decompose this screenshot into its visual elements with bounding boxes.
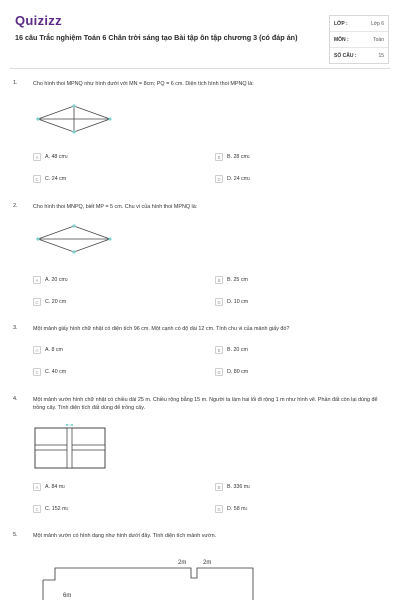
garden-shape-figure bbox=[33, 550, 273, 600]
quizizz-logo: Quizizz bbox=[15, 13, 62, 28]
question-3 bbox=[13, 325, 388, 385]
meta-row-subject bbox=[330, 32, 388, 48]
option-letter: B bbox=[215, 483, 223, 491]
question-text: Cho hình thoi MPNQ như hình dưới với MN = 8cm; PQ = 6 cm. Diện tích hình thoi MPNQ là: bbox=[33, 81, 254, 87]
option-text: C. 152 m bbox=[45, 506, 67, 512]
header-divider bbox=[10, 68, 390, 69]
option-d[interactable] bbox=[215, 298, 248, 306]
option-letter: C bbox=[33, 505, 41, 513]
option-text: D. 10 cm bbox=[227, 299, 249, 305]
option-c[interactable] bbox=[33, 298, 66, 306]
question-5 bbox=[13, 532, 388, 600]
option-letter: A bbox=[33, 483, 41, 491]
question-number: 3. bbox=[13, 325, 18, 331]
option-text: B. 25 cm bbox=[227, 277, 248, 283]
option-sup: 2 bbox=[247, 155, 250, 159]
option-a[interactable] bbox=[33, 346, 63, 354]
option-sup: 2 bbox=[66, 507, 69, 511]
page-title: 16 câu Trắc nghiệm Toán 6 Chân trời sáng tạo Bài tập ôn tập chương 3 (có đáp án) bbox=[15, 33, 298, 42]
meta-row-class bbox=[330, 16, 388, 32]
question-number: 2. bbox=[13, 203, 18, 209]
option-sup: 2 bbox=[65, 278, 68, 282]
meta-info-box bbox=[329, 15, 389, 64]
option-text: A. 8 cm bbox=[45, 347, 63, 353]
option-letter: A bbox=[33, 153, 41, 161]
option-sup: 2 bbox=[248, 177, 251, 181]
option-d[interactable] bbox=[215, 175, 250, 183]
garden-paths-figure bbox=[33, 420, 109, 472]
dim-label-2m-b: 2m bbox=[203, 560, 212, 566]
option-d[interactable] bbox=[215, 505, 248, 513]
meta-label: SỐ CÂU : bbox=[334, 52, 357, 59]
question-number: 4. bbox=[13, 396, 18, 402]
option-sup: 2 bbox=[65, 155, 68, 159]
option-text: C. 24 cm bbox=[45, 176, 67, 182]
question-text: Một mảnh giấy hình chữ nhật có diện tích 96 cm. Một cạnh có độ dài 12 cm. Tính chu vi của mảnh giấy đó? bbox=[33, 326, 290, 332]
question-2 bbox=[13, 203, 388, 313]
option-text: B. 28 cm bbox=[227, 154, 248, 160]
option-text: C. 20 cm bbox=[45, 299, 67, 305]
option-letter: B bbox=[215, 153, 223, 161]
question-number: 5. bbox=[13, 532, 18, 538]
meta-value: Lớp 6 bbox=[370, 20, 384, 27]
question-1 bbox=[13, 80, 388, 190]
option-a[interactable] bbox=[33, 483, 65, 491]
option-text: D. 58 m bbox=[227, 506, 246, 512]
meta-row-count bbox=[330, 48, 388, 63]
rhombus-figure bbox=[33, 102, 115, 136]
option-text: A. 20 cm bbox=[45, 277, 66, 283]
option-letter: C bbox=[33, 175, 41, 183]
option-letter: C bbox=[33, 368, 41, 376]
option-text: D. 80 cm bbox=[227, 369, 249, 375]
option-letter: B bbox=[215, 276, 223, 284]
option-text: C. 40 cm bbox=[45, 369, 67, 375]
option-c[interactable] bbox=[33, 505, 68, 513]
meta-value: 15 bbox=[378, 52, 384, 59]
dim-label-6m: 6m bbox=[63, 593, 72, 599]
question-text: Cho hình thoi MNPQ, biết MP = 5 cm. Chu vi của hình thoi MPNQ là: bbox=[33, 204, 198, 210]
option-text: B. 336 m bbox=[227, 484, 249, 490]
option-b[interactable] bbox=[215, 153, 250, 161]
option-letter: D bbox=[215, 505, 223, 513]
option-text: D. 24 cm bbox=[227, 176, 249, 182]
option-letter: D bbox=[215, 368, 223, 376]
option-letter: D bbox=[215, 175, 223, 183]
option-letter: D bbox=[215, 298, 223, 306]
question-text: Một mảnh vườn có hình dạng như hình dưới đây. Tính diện tích mảnh vườn. bbox=[33, 533, 217, 539]
option-sup: 2 bbox=[245, 507, 248, 511]
option-c[interactable] bbox=[33, 175, 66, 183]
option-c[interactable] bbox=[33, 368, 66, 376]
option-d[interactable] bbox=[215, 368, 248, 376]
option-b[interactable] bbox=[215, 276, 248, 284]
meta-label: LỚP : bbox=[334, 20, 348, 27]
question-text: Một mảnh vườn hình chữ nhật có chiều dài 25 m. Chiều rộng bằng 15 m. Người ta làm hai lối đi rộng 1 m như hình vẽ. Phần đất còn lại dùng để trồng cây. Tính diện tích đất dùng để trồng cây. bbox=[33, 397, 378, 411]
dim-label-2m-a: 2m bbox=[178, 560, 187, 566]
rhombus-figure bbox=[33, 222, 115, 256]
option-sup: 2 bbox=[63, 485, 66, 489]
option-a[interactable] bbox=[33, 276, 68, 284]
question-number: 1. bbox=[13, 80, 18, 86]
option-letter: C bbox=[33, 298, 41, 306]
option-text: A. 84 m bbox=[45, 484, 64, 490]
question-4 bbox=[13, 396, 388, 521]
option-letter: B bbox=[215, 346, 223, 354]
meta-value: Toán bbox=[373, 36, 384, 43]
option-text: A. 48 cm bbox=[45, 154, 66, 160]
option-letter: A bbox=[33, 346, 41, 354]
option-b[interactable] bbox=[215, 483, 250, 491]
option-a[interactable] bbox=[33, 153, 68, 161]
option-text: B. 20 cm bbox=[227, 347, 248, 353]
meta-label: MÔN : bbox=[334, 36, 349, 43]
option-b[interactable] bbox=[215, 346, 248, 354]
option-sup: 2 bbox=[248, 485, 251, 489]
option-letter: A bbox=[33, 276, 41, 284]
